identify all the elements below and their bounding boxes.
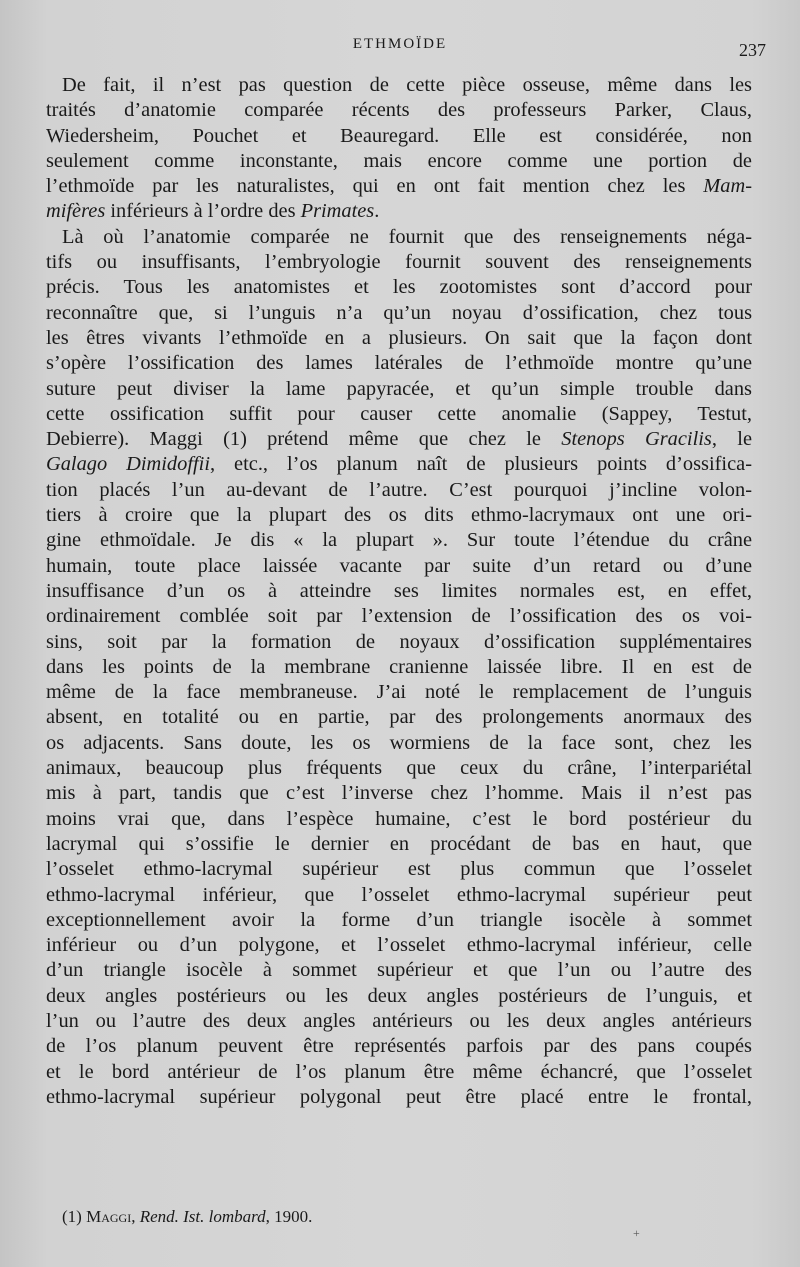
text-line: De fait, il n’est pas question de cette pièce osseuse, même dans les xyxy=(62,74,752,96)
text-line: mifères inférieurs à l’ordre des Primates. xyxy=(46,200,380,223)
text-line: s’opère l’ossification des lames latérales de l’ethmoïde montre qu’une xyxy=(46,352,752,375)
text-line: sins, soit par la formation de noyaux d’ossification supplémentaires xyxy=(46,630,752,653)
text-line: lacrymal qui s’ossifie le dernier en procédant de bas en haut, que xyxy=(46,832,752,855)
text-line: ordinairement comblée soit par l’extension de l’ossification des os voi- xyxy=(46,605,752,628)
text-line: même de la face membraneuse. J’ai noté le remplacement de l’unguis xyxy=(46,681,752,704)
text-line: l’osselet ethmo-lacrymal supérieur est plus commun que l’osselet xyxy=(46,858,752,881)
text-line: dans les points de la membrane cranienne laissée libre. Il en est de xyxy=(46,655,752,678)
text-line: reconnaître que, si l’unguis n’a qu’un noyau d’ossification, chez tous xyxy=(46,301,752,324)
text-line: absent, en totalité ou en partie, par des prolongements anormaux des xyxy=(46,706,752,729)
text-line: cette ossification suffit pour causer cette anomalie (Sappey, Testut, xyxy=(46,402,752,425)
text-line: os adjacents. Sans doute, les os wormiens de la face sont, chez les xyxy=(46,731,752,754)
text-line: de l’os planum peuvent être représentés parfois par des pans coupés xyxy=(46,1035,752,1058)
text-line: suture peut diviser la lame papyracée, et qu’un simple trouble dans xyxy=(46,377,752,400)
text-line: exceptionnellement avoir la forme d’un triangle isocèle à sommet xyxy=(46,908,752,931)
text-line: tifs ou insuffisants, l’embryologie fournit souvent des renseignements xyxy=(46,251,752,274)
text-line: tiers à croire que la plupart des os dits ethmo-lacrymaux ont une ori- xyxy=(46,504,752,527)
footnote: (1) Maggi, Rend. Ist. lombard, 1900. xyxy=(62,1207,313,1226)
text-line: traités d’anatomie comparée récents des professeurs Parker, Claus, xyxy=(46,99,752,122)
text-line: Wiedersheim, Pouchet et Beauregard. Elle est considérée, non xyxy=(46,124,752,147)
text-line: l’un ou l’autre des deux angles antérieurs ou les deux angles antérieurs xyxy=(46,1009,752,1032)
text-line: Galago Dimidoffii, etc., l’os planum naît de plusieurs points d’ossifica- xyxy=(46,453,752,476)
footnote-source: Rend. Ist. lombard xyxy=(139,1207,266,1226)
text-line: insuffisance d’un os à atteindre ses limites normales est, en effet, xyxy=(46,579,752,602)
text-line: et le bord antérieur de l’os planum être même échancré, que l’osselet xyxy=(46,1060,752,1083)
footnote-author: Maggi xyxy=(86,1207,132,1226)
text-line: deux angles postérieurs ou les deux angles postérieurs de l’unguis, et xyxy=(46,984,752,1007)
text-line: ethmo-lacrymal supérieur polygonal peut être placé entre le frontal, xyxy=(46,1085,752,1108)
running-title: ETHMOÏDE xyxy=(352,36,448,52)
text-line: tion placés l’un au-devant de l’autre. C’est pourquoi j’incline volon- xyxy=(46,478,752,501)
text-line: inférieur ou d’un polygone, et l’osselet ethmo-lacrymal inférieur, celle xyxy=(46,934,752,957)
page-number: 237 xyxy=(739,40,766,60)
text-line: seulement comme inconstante, mais encore comme une portion de xyxy=(46,149,752,172)
text-line: humain, toute place laissée vacante par suite d’un retard ou d’une xyxy=(46,554,752,577)
text-line: gine ethmoïdale. Je dis « la plupart ». Sur toute l’étendue du crâne xyxy=(46,529,752,552)
stray-mark: + xyxy=(633,1226,640,1240)
text-line: les êtres vivants l’ethmoïde en a plusieurs. On sait que la façon dont xyxy=(46,326,752,349)
text-line: moins vrai que, dans l’espèce humaine, c’est le bord postérieur du xyxy=(46,807,752,830)
text-line: animaux, beaucoup plus fréquents que ceux du crâne, l’interpariétal xyxy=(46,757,752,780)
text-line: ethmo-lacrymal inférieur, que l’osselet ethmo-lacrymal supérieur peut xyxy=(46,883,752,906)
text-line: d’un triangle isocèle à sommet supérieur et que l’un ou l’autre des xyxy=(46,959,752,982)
text-line: l’ethmoïde par les naturalistes, qui en ont fait mention chez les Mam- xyxy=(46,175,752,198)
body-text xyxy=(46,74,752,1111)
footnote-marker: (1) xyxy=(62,1207,82,1226)
footnote-year: 1900. xyxy=(274,1207,313,1226)
text-line: Là où l’anatomie comparée ne fournit que des renseignements néga- xyxy=(62,225,752,248)
text-line: Debierre). Maggi (1) prétend même que chez le Stenops Gracilis, le xyxy=(46,428,752,451)
text-line: précis. Tous les anatomistes et les zootomistes sont d’accord pour xyxy=(46,276,752,299)
text-line: mis à part, tandis que c’est l’inverse chez l’homme. Mais il n’est pas xyxy=(46,782,752,805)
